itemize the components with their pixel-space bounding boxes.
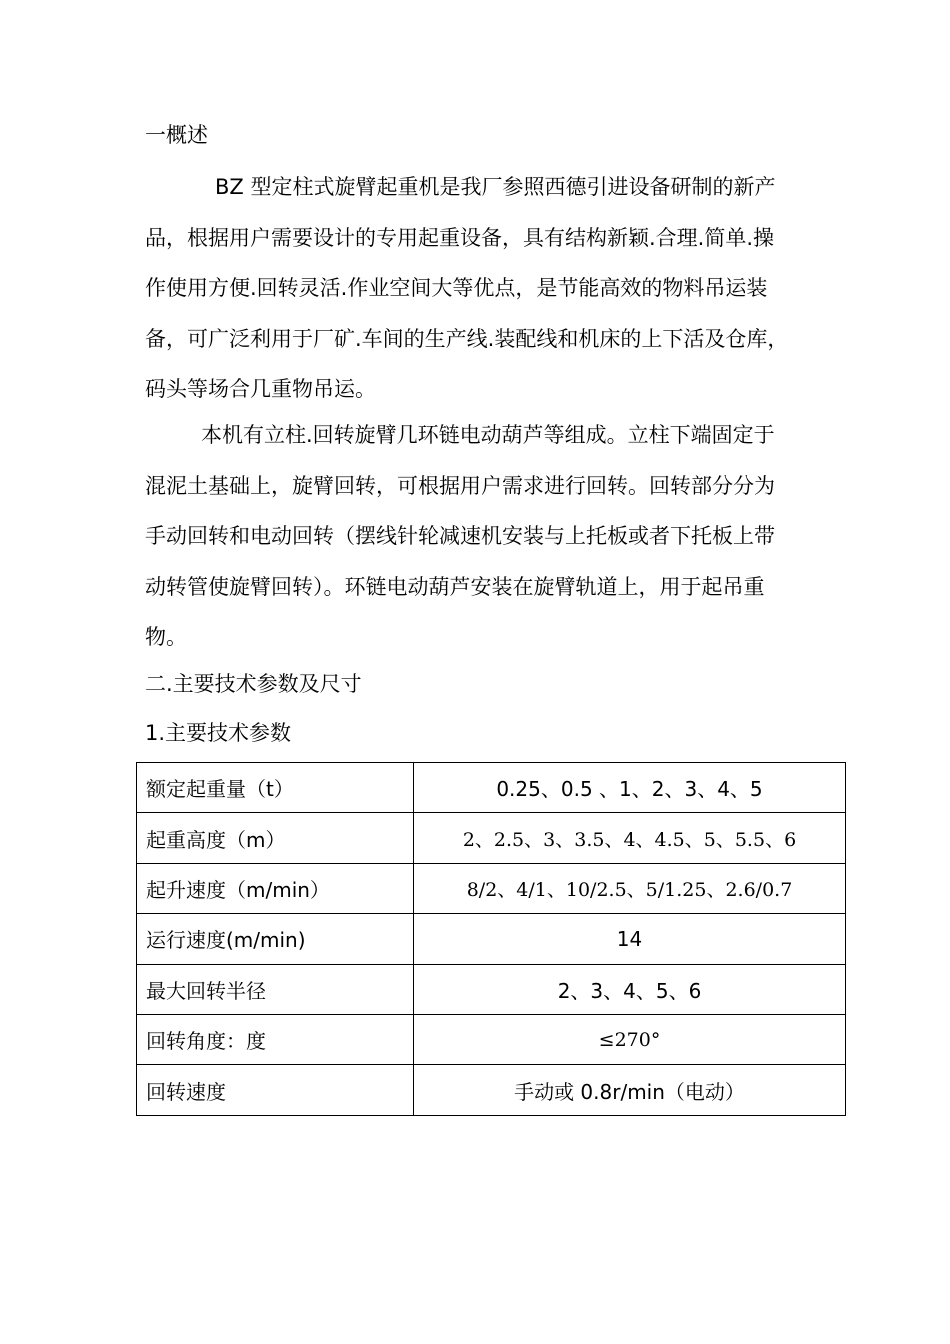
table-row — [137, 964, 846, 1014]
parameter-value: 8/2、4/1、10/2.5、5/1.25、2.6/0.7 — [414, 863, 846, 913]
parameter-value: ≤270° — [414, 1014, 846, 1064]
table-row — [137, 1014, 846, 1064]
paragraph-line: 本机有立柱.回转旋臂几环链电动葫芦等组成。立柱下端固定于 — [201, 423, 775, 447]
overview-paragraph-2 — [145, 410, 810, 663]
parameter-value: 14 — [414, 914, 846, 964]
parameters-subheading: 1.主要技术参数 — [145, 721, 292, 745]
table-row — [137, 1065, 846, 1115]
paragraph-line: 码头等场合几重物吊运。 — [145, 377, 376, 401]
parameter-name: 最大回转半径 — [137, 964, 414, 1014]
parameter-value: 0.25、0.5 、1、2、3、4、5 — [414, 763, 846, 813]
paragraph-line: BZ 型定柱式旋臂起重机是我厂参照西德引进设备研制的新产 — [215, 175, 776, 199]
paragraph-line: 备，可广泛利用于厂矿.车间的生产线.装配线和机床的上下活及仓库， — [145, 326, 789, 351]
parameter-name: 回转速度 — [137, 1065, 414, 1115]
parameter-value: 2、2.5、3、3.5、4、4.5、5、5.5、6 — [414, 813, 846, 863]
section-1-heading: 一概述 — [145, 123, 208, 147]
parameter-name: 回转角度：度 — [137, 1014, 414, 1064]
paragraph-line: 动转管使旋臂回转）。环链电动葫芦安装在旋臂轨道上，用于起吊重 — [145, 574, 765, 599]
table-row — [137, 813, 846, 863]
parameter-name: 额定起重量（t） — [137, 763, 414, 813]
paragraph-line: 混泥土基础上，旋臂回转，可根据用户需求进行回转。回转部分分为 — [145, 473, 775, 498]
paragraph-line: 物。 — [145, 625, 187, 649]
table-row — [137, 863, 846, 913]
parameter-name: 起升速度（m/min） — [137, 863, 414, 913]
overview-paragraph-1 — [145, 162, 810, 415]
table-row — [137, 763, 846, 813]
parameter-value: 2、3、4、5、6 — [414, 964, 846, 1014]
parameter-name: 起重高度（m） — [137, 813, 414, 863]
paragraph-line: 品，根据用户需要设计的专用起重设备，具有结构新颖.合理.简单.操 — [145, 225, 775, 250]
paragraph-line: 作使用方便.回转灵活.作业空间大等优点，是节能高效的物料吊运装 — [145, 276, 768, 300]
parameter-value: 手动或 0.8r/min（电动） — [414, 1065, 846, 1115]
table-row — [137, 914, 846, 964]
technical-parameters-table — [136, 762, 846, 1116]
paragraph-line: 手动回转和电动回转（摆线针轮减速机安装与上托板或者下托板上带 — [145, 524, 775, 548]
parameter-name: 运行速度(m/min) — [137, 914, 414, 964]
section-2-heading: 二.主要技术参数及尺寸 — [145, 672, 362, 696]
